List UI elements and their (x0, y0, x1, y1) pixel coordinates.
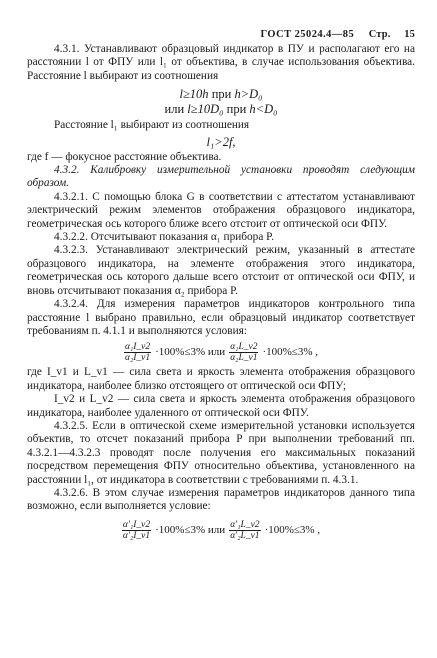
paragraph-4-3-2-3: 4.3.2.3. Устанавливают электрический режим, указанный в аттестате образцового индикатора, на элементе отображения этого индикатора, геометрическая ось которого дальше всего отстоит от оптической оси ФПУ, и вновь отсчитывают показания α₂ прибора P. (27, 244, 415, 297)
paragraph-4-3-2-1: 4.3.2.1. С помощью блока G в соответствии с аттестатом устанавливают электрический режим элементов отображения образцового индикатора, геометрическая ось которого ближе всего отстоит от оптической оси ФПУ. (27, 190, 415, 230)
document-body (27, 43, 415, 541)
formula-2 (27, 520, 415, 541)
formula-1-fraction-a (124, 342, 151, 363)
standard-number: ГОСТ 25024.4—85 (260, 29, 355, 40)
condition-2-lhs: l≥10D₀ (187, 102, 224, 117)
fraction-numerator: α₁L_v2 (230, 342, 258, 353)
condition-2 (27, 102, 415, 117)
fraction-denominator: α₂L_v1 (230, 353, 258, 364)
fraction-denominator: α′₂L_v1 (230, 530, 260, 541)
condition-1-word: при (211, 87, 232, 102)
paragraph-4-3-1-b: Расстояние l₁ выбирают из соотношения (54, 119, 250, 132)
paragraph-4-3-2-title: 4.3.2. Калибровку измерительной установки проводят следующим образом. (27, 164, 415, 190)
paragraph-4-3-1: 4.3.1. Устанавливают образцовый индикатор в ПУ и располагают его на расстоянии l от ФПУ или l₁ от объектива, в случае использования объектива. Расстояние l выбирают из соотношения (27, 43, 415, 82)
formula-1-tail-a: ·100%≤3% или (155, 346, 226, 359)
page-label: Стр. (368, 29, 391, 40)
fraction-numerator: α₁I_v2 (124, 342, 151, 353)
condition-2-rhs: h<D₀ (249, 102, 278, 117)
formula-2-fraction-b (229, 520, 260, 541)
page-number: 15 (404, 29, 415, 40)
paragraph-4-3-2-6: 4.3.2.6. В этом случае измерения параметров индикаторов данного типа возможно, если выполняется условие: (27, 486, 415, 513)
formula-1 (27, 342, 415, 363)
paragraph-4-3-2-4: 4.3.2.4. Для измерения параметров индикаторов контрольного типа расстояние l выбрано правильно, если образцовый индикатор соответствует требованиям п. 4.1.1 и выполняются условия: (27, 298, 415, 337)
paragraph-4-3-1-c: где f — фокусное расстояние объектива. (27, 150, 222, 163)
formula-1-fraction-b (229, 342, 258, 363)
condition-2-word: при (226, 102, 247, 117)
condition-1-rhs: h>D₀ (234, 87, 263, 102)
paragraph-4-3-2-5: 4.3.2.5. Если в оптической схеме измерительной установки используется объектив, то отсчет показаний прибора P при выполнении требований пп. 4.3.2.1—4.3.2.3 проводят после получения его максимальных показаний посредством перемещения ФПУ относительно объектива, установленного на расстоянии l₁, от индикатора в соответствии с требованиями п. 4.3.1. (27, 419, 415, 486)
formula-2-fraction-a (122, 520, 151, 541)
condition-1 (27, 87, 415, 102)
condition-3: l₁>2f, (206, 134, 236, 149)
condition-1-lhs: l≥10h (179, 87, 209, 102)
fraction-denominator: α′₂I_v1 (122, 530, 151, 541)
formula-2-tail-b: ·100%≤3% , (264, 523, 321, 536)
formula-2-tail-a: ·100%≤3% или (155, 523, 226, 536)
paragraph-4-3-2-2: 4.3.2.2. Отсчитывают показания α₁ прибора P. (54, 231, 275, 244)
condition-2-pre: или (164, 102, 185, 117)
paragraph-4-3-2-4-c: I_v2 и L_v2 — сила света и яркость элемента отображения образцового индикатора, наиболее удаленного от оптической оси ФПУ. (27, 393, 415, 419)
page-header (261, 28, 415, 41)
fraction-numerator: α′₁I_v2 (122, 519, 151, 530)
fraction-numerator: α′₁L_v2 (230, 519, 260, 530)
fraction-denominator: α₂I_v1 (124, 353, 151, 364)
paragraph-4-3-2-4-b: где I_v1 и L_v1 — сила света и яркость элемента отображения образцового индикатора, наиболее близко отстоящего от оптической оси ФПУ; (27, 366, 415, 392)
formula-1-tail-b: ·100%≤3% , (262, 346, 319, 359)
